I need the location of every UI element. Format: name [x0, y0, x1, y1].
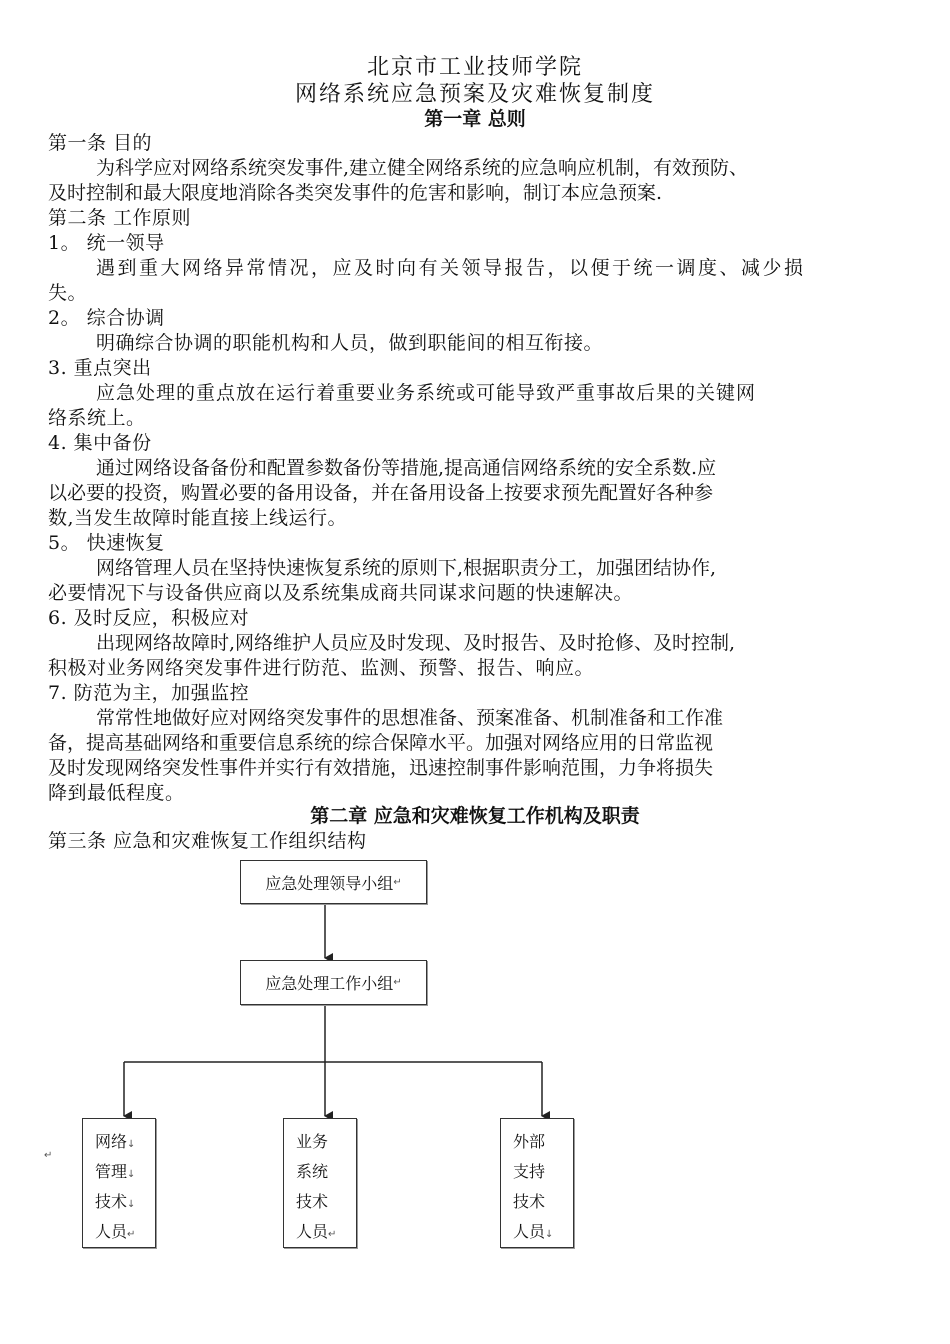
principle-6-text: 积极对业务网络突发事件进行防范、监测、预警、报告、响应。	[48, 657, 595, 679]
article-1-text: 及时控制和最大限度地消除各类突发事件的危害和影响，制订本应急预案.	[48, 182, 663, 204]
org-box-line: 技术	[296, 1192, 329, 1211]
org-box-network-staff	[82, 1118, 156, 1248]
principle-4-text: 以必要的投资，购置必要的备用设备，并在备用设备上按要求预先配置好各种参	[48, 482, 714, 504]
org-box-line: 业务	[296, 1132, 329, 1151]
principle-7-text: 及时发现网络突发性事件并实行有效措施，迅速控制事件影响范围，力争将损失	[48, 757, 714, 779]
org-box-label: 应急处理领导小组	[265, 873, 394, 893]
paragraph-mark-icon: ↵	[44, 1150, 53, 1161]
org-box-line: 系统	[296, 1162, 329, 1181]
org-box-line: 外部	[513, 1132, 546, 1151]
org-box-line: 人员	[95, 1222, 128, 1241]
org-box-business-staff	[283, 1118, 357, 1248]
principle-2-heading: 2。 综合协调	[48, 307, 165, 329]
document-title-plan: 网络系统应急预案及灾难恢复制度	[294, 82, 655, 107]
org-box-line: 网络	[95, 1132, 128, 1151]
article-3-heading: 第三条 应急和灾难恢复工作组织结构	[48, 830, 367, 852]
principle-4-text: 通过网络设备备份和配置参数备份等措施,提高通信网络系统的安全系数.应	[96, 457, 717, 479]
principle-1-heading: 1。 统一领导	[48, 232, 165, 254]
document-title-school: 北京市工业技师学院	[366, 55, 583, 80]
principle-7-text: 常常性地做好应对网络突发事件的思想准备、预案准备、机制准备和工作准	[96, 707, 724, 729]
article-2-heading: 第二条 工作原则	[48, 207, 192, 229]
article-1-heading: 第一条 目的	[48, 132, 153, 154]
principle-1-text: 失。	[48, 282, 88, 304]
down-mark-icon: ↓	[127, 1139, 136, 1150]
return-mark-icon: ↵	[328, 1229, 337, 1240]
principle-7-heading: 7. 防范为主，加强监控	[48, 682, 250, 704]
org-box-leader-group	[240, 860, 427, 904]
org-box-label: 应急处理工作小组	[265, 974, 394, 993]
org-box-working-group	[240, 960, 427, 1005]
article-1-text: 为科学应对网络系统突发事件,建立健全网络系统的应急响应机制，有效预防、	[96, 157, 749, 179]
principle-3-text: 应急处理的重点放在运行着重要业务系统或可能导致严重事故后果的关键网	[96, 382, 757, 404]
org-box-line: 人员	[513, 1222, 546, 1241]
org-box-external-staff	[500, 1118, 574, 1248]
down-mark-icon: ↓	[127, 1199, 136, 1210]
principle-6-heading: 6. 及时反应，积极应对	[48, 607, 250, 629]
principle-7-text: 备，提高基础网络和重要信息系统的综合保障水平。加强对网络应用的日常监视	[48, 732, 714, 754]
principle-4-heading: 4. 集中备份	[48, 432, 152, 454]
principle-3-text: 络系统上。	[48, 407, 146, 429]
principle-4-text: 数,当发生故障时能直接上线运行。	[48, 507, 348, 529]
principle-5-text: 网络管理人员在坚持快速恢复系统的原则下,根据职责分工，加强团结协作,	[96, 557, 717, 579]
chapter-2-heading: 第二章 应急和灾难恢复工作机构及职责	[310, 805, 640, 827]
return-mark-icon: ↵	[127, 1229, 136, 1240]
org-box-line: 人员	[296, 1222, 329, 1241]
return-mark-icon: ↵	[393, 977, 402, 988]
principle-6-text: 出现网络故障时,网络维护人员应及时发现、及时报告、及时抢修、及时控制,	[96, 632, 736, 654]
org-box-line: 支持	[513, 1162, 546, 1181]
chapter-1-heading: 第一章 总则	[424, 108, 526, 130]
principle-2-text: 明确综合协调的职能机构和人员，做到职能间的相互衔接。	[96, 332, 604, 354]
down-mark-icon: ↓	[127, 1169, 136, 1180]
org-box-line: 技术	[513, 1192, 546, 1211]
down-mark-icon: ↓	[545, 1229, 554, 1240]
principle-1-text: 遇到重大网络异常情况，应及时向有关领导报告，以便于统一调度、减少损	[96, 257, 806, 279]
org-box-line: 技术	[95, 1192, 128, 1211]
principle-5-text: 必要情况下与设备供应商以及系统集成商共同谋求问题的快速解决。	[48, 582, 634, 604]
principle-3-heading: 3. 重点突出	[48, 357, 152, 379]
principle-7-text: 降到最低程度。	[48, 782, 185, 804]
return-mark-icon: ↵	[393, 876, 402, 888]
principle-5-heading: 5。 快速恢复	[48, 532, 165, 554]
org-box-line: 管理	[95, 1162, 128, 1181]
